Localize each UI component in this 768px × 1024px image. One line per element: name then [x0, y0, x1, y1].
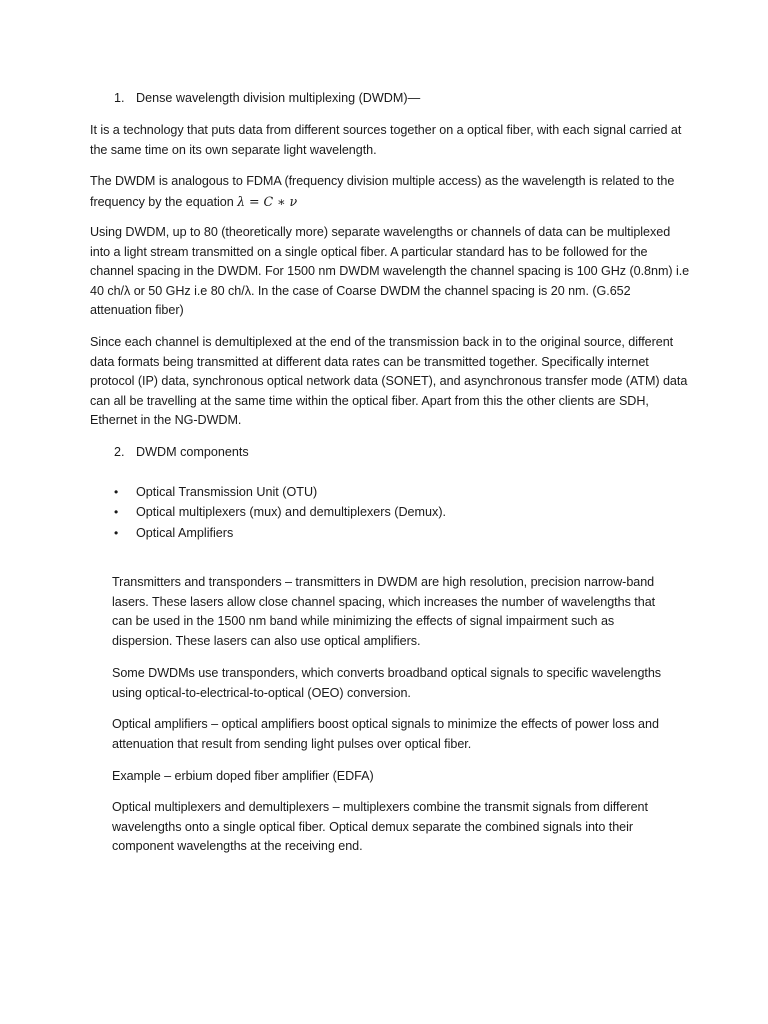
paragraph-definition: It is a technology that puts data from different sources together on a optical fiber, with each signal carried at the same time on its own separate light wavelength.: [90, 123, 682, 157]
paragraph-fdma-analogy: [90, 172, 690, 212]
list-item-text: Optical Amplifiers: [136, 525, 234, 540]
bullet-glyph: •: [114, 525, 119, 540]
section-1-title: Dense wavelength division multiplexing (DWDM)—: [136, 91, 421, 105]
list-item: [114, 523, 446, 543]
paragraph-example-edfa: Example – erbium doped fiber amplifier (EDFA): [112, 769, 374, 783]
section-1-number: 1.: [114, 91, 125, 105]
paragraph-transmitters: Transmitters and transponders – transmitters in DWDM are high resolution, precision narrow-band lasers. These lasers allow close channel spacing, which increases the number of wavelengths that can be used in the 1500 nm band while minimizing the effects of signal impairment such as dispersion. These lasers can also use optical amplifiers.: [112, 575, 656, 648]
components-list: [114, 482, 446, 543]
section-2-number: 2.: [114, 445, 125, 459]
list-item-text: Optical multiplexers (mux) and demultiplexers (Demux).: [136, 505, 447, 520]
section-1-heading: [114, 89, 420, 109]
section-2-title: DWDM components: [136, 445, 249, 459]
paragraph-channel-spacing: Using DWDM, up to 80 (theoretically more) separate wavelengths or channels of data can be multiplexed into a light stream transmitted on a single optical fiber. A particular standard has to be followed for the channel spacing in the DWDM. For 1500 nm DWDM wavelength the channel spacing is 100 GHz (0.8nm) i.e 40 ch/λ or 50 GHz i.e 80 ch/λ. In the case of Coarse DWDM the channel spacing is 20 nm. (G.652 attenuation fiber): [90, 225, 690, 318]
list-item-text: Optical Transmission Unit (OTU): [136, 485, 318, 499]
section-2-heading: [114, 443, 249, 463]
paragraph-data-formats: Since each channel is demultiplexed at the end of the transmission back in to the original source, different data formats being transmitted at different data rates can be transmitted together. Specifically internet protocol (IP) data, synchronous optical network data (SONET), and asynchronous transfer mode (ATM) data can all be travelling at the same time within the optical fiber. Apart from this the other clients are SDH, Ethernet in the NG-DWDM.: [90, 335, 688, 428]
list-item: [114, 502, 446, 522]
paragraph-mux-demux: Optical multiplexers and demultiplexers – multiplexers combine the transmit signals from different wavelengths onto a single optical fiber. Optical demux separate the combined signals into their component wavelengths at the receiving end.: [112, 800, 648, 854]
paragraph-fdma-text: The DWDM is analogous to FDMA (frequency division multiple access) as the wavelength is related to the frequency by the equation: [90, 174, 675, 209]
wavelength-equation: λ = C ∗ ν: [237, 193, 298, 209]
paragraph-amplifiers: Optical amplifiers – optical amplifiers boost optical signals to minimize the effects of power loss and attenuation that result from sending light pulses over optical fiber.: [112, 717, 659, 751]
list-item: [114, 482, 446, 502]
bullet-glyph: •: [114, 485, 119, 499]
paragraph-transponders: Some DWDMs use transponders, which converts broadband optical signals to specific wavelengths using optical-to-electrical-to-optical (OEO) conversion.: [112, 666, 662, 700]
bullet-glyph: •: [114, 505, 119, 520]
